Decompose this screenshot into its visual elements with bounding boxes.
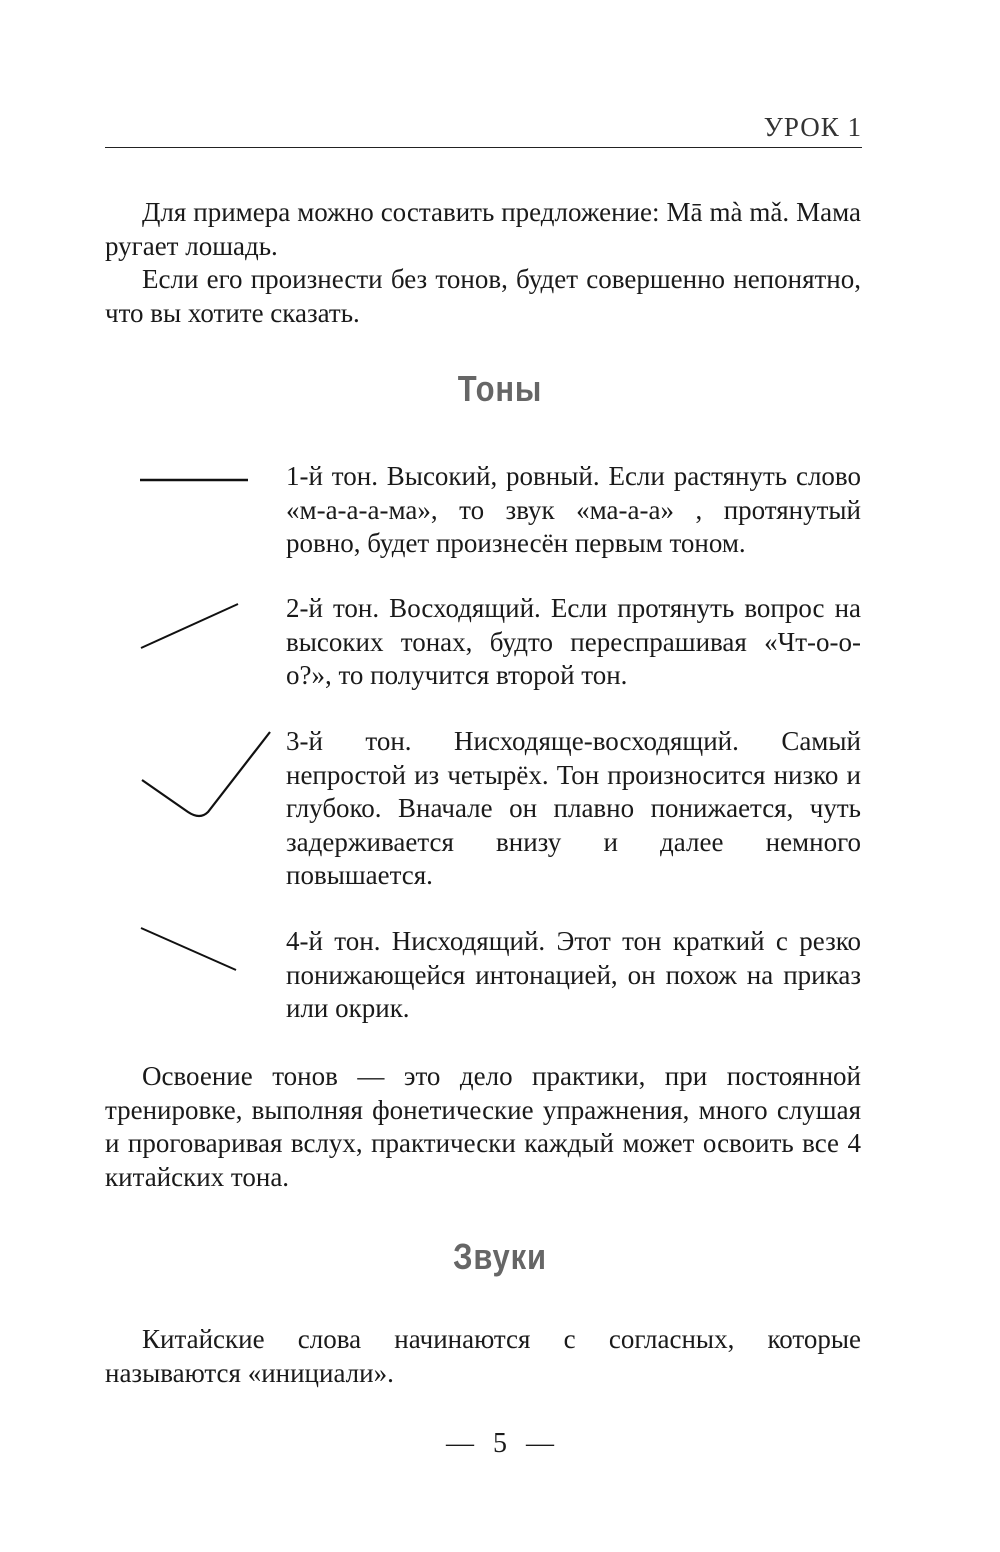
header-rule — [105, 147, 862, 148]
tone2-rising-line-icon — [138, 600, 242, 652]
tone4-falling-line-icon — [138, 924, 240, 974]
tone4-description: 4-й тон. Нисходящий. Этот тон краткий с резко понижающейся интонацией, он похож на приказ или окрик. — [286, 926, 861, 1023]
sounds-heading: Звуки — [453, 1236, 547, 1277]
tone1-flat-line-icon — [138, 474, 250, 486]
sounds-paragraph-1: Китайские слова начинаются с согласных, которые называются «инициали». — [105, 1324, 861, 1388]
tones-conclusion-paragraph: Освоение тонов — это дело практики, при постоянной тренировке, выполняя фонетические упражнения, много слушая и проговаривая вслух, практически каждый может освоить все 4 китайских тона. — [105, 1061, 861, 1192]
intro-paragraph-2: Если его произнести без тонов, будет совершенно непонятно, что вы хотите сказать. — [105, 264, 861, 328]
page-number: — 5 — — [446, 1428, 554, 1459]
tones-heading: Тоны — [457, 368, 543, 409]
tone2-description: 2-й тон. Восходящий. Если протянуть вопрос на высоких тонах, будто переспрашивая «Чт-о-о-о?», то получится второй тон. — [286, 593, 861, 690]
tone3-description: 3-й тон. Нисходяще-восходящий. Самый непростой из четырёх. Тон произносится низко и глубоко. Вначале он плавно понижается, чуть задерживается внизу и далее немного повышается. — [286, 726, 861, 890]
tone3-dipping-curve-icon — [138, 728, 274, 826]
tone1-description: 1-й тон. Высокий, ровный. Если растянуть слово «м-а-а-а-ма», то звук «ма-а-а» , протянутый ровно, будет произнесён первым тоном. — [286, 461, 861, 558]
running-header-title: УРОК 1 — [763, 112, 862, 142]
intro-paragraph-1: Для примера можно составить предложение: Mā mà mǎ. Мама ругает лошадь. — [105, 197, 861, 261]
